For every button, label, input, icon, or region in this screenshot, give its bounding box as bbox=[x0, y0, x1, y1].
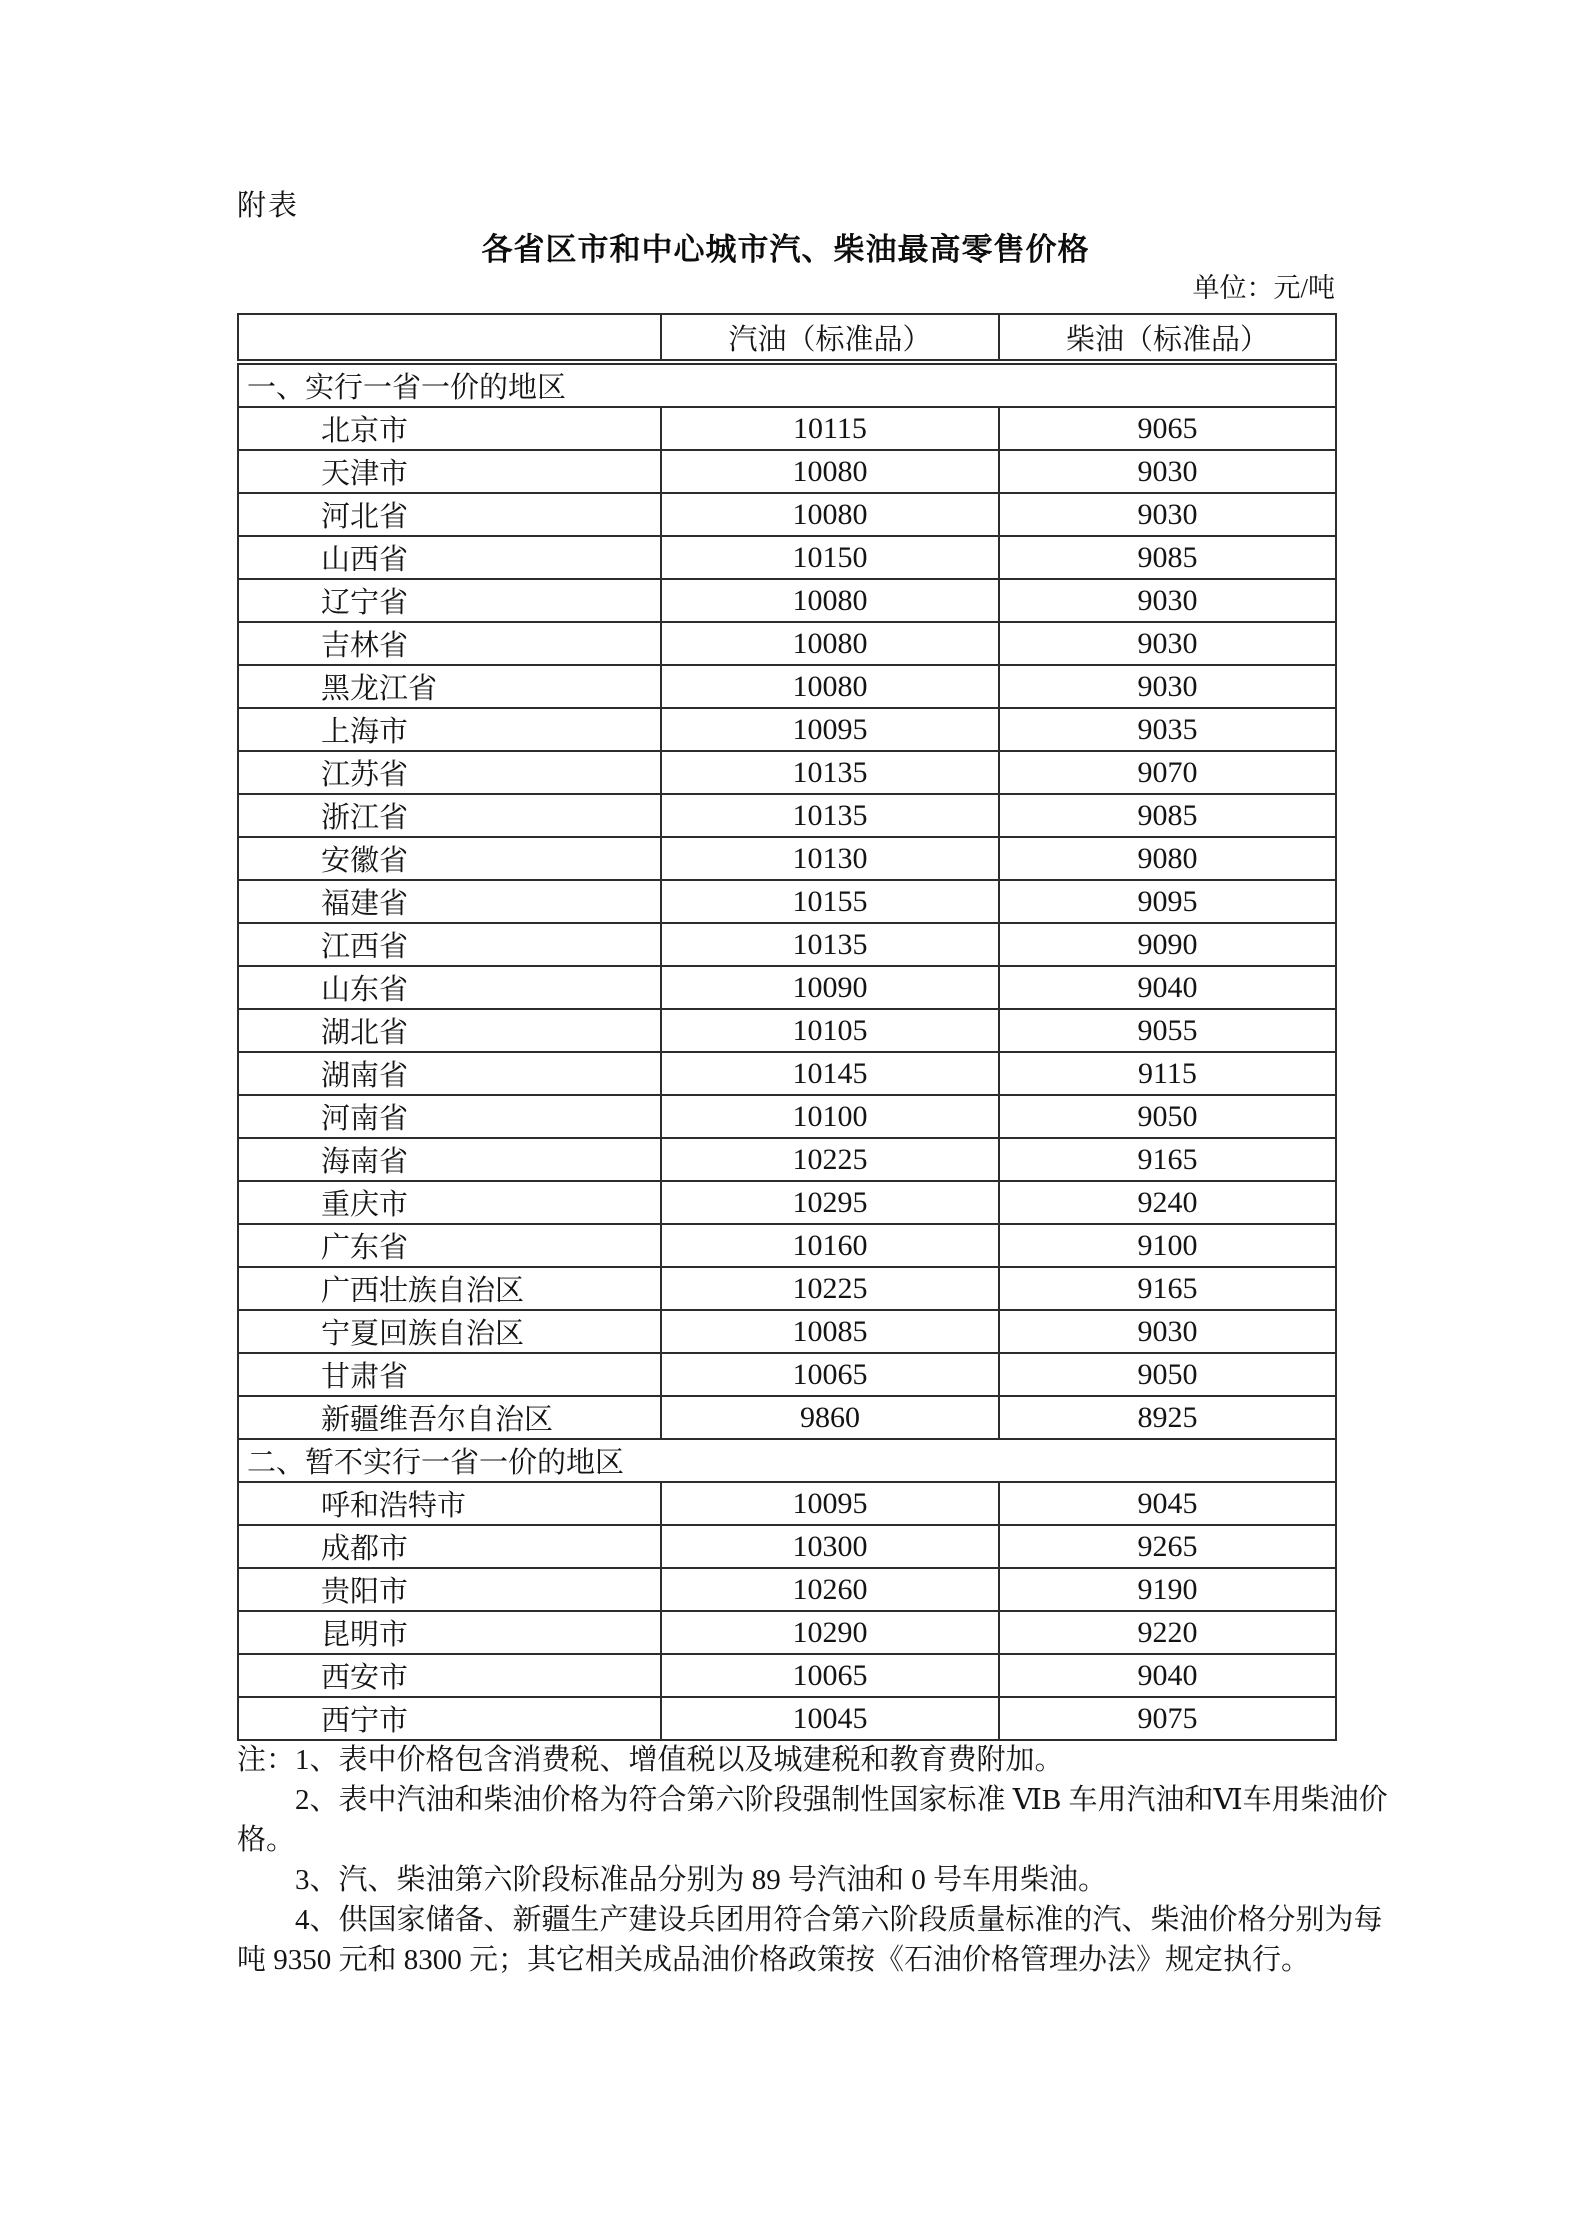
diesel-price-cell: 9045 bbox=[999, 1482, 1336, 1525]
diesel-price-cell: 9075 bbox=[999, 1697, 1336, 1740]
region-name-cell: 成都市 bbox=[238, 1525, 661, 1568]
diesel-price-cell: 9190 bbox=[999, 1568, 1336, 1611]
gasoline-price-cell: 10080 bbox=[661, 493, 999, 536]
region-name-cell: 辽宁省 bbox=[238, 579, 661, 622]
diesel-price-cell: 8925 bbox=[999, 1396, 1336, 1439]
diesel-price-cell: 9095 bbox=[999, 880, 1336, 923]
gasoline-price-cell: 9860 bbox=[661, 1396, 999, 1439]
diesel-price-cell: 9030 bbox=[999, 493, 1336, 536]
diesel-price-cell: 9040 bbox=[999, 966, 1336, 1009]
section-title: 一、实行一省一价的地区 bbox=[238, 362, 1336, 407]
page-title: 各省区市和中心城市汽、柴油最高零售价格 bbox=[481, 232, 1090, 267]
table-row bbox=[238, 1353, 1336, 1396]
diesel-price-cell: 9040 bbox=[999, 1654, 1336, 1697]
table-row bbox=[238, 536, 1336, 579]
region-name-cell: 山西省 bbox=[238, 536, 661, 579]
table-row bbox=[238, 1396, 1336, 1439]
section-title: 二、暂不实行一省一价的地区 bbox=[238, 1439, 1336, 1482]
region-name-cell: 江西省 bbox=[238, 923, 661, 966]
diesel-price-cell: 9030 bbox=[999, 579, 1336, 622]
section-header-row bbox=[238, 362, 1336, 407]
diesel-price-cell: 9055 bbox=[999, 1009, 1336, 1052]
diesel-price-cell: 9220 bbox=[999, 1611, 1336, 1654]
diesel-price-cell: 9035 bbox=[999, 708, 1336, 751]
price-table bbox=[237, 313, 1337, 1741]
section-header-row bbox=[238, 1439, 1336, 1482]
gasoline-price-cell: 10295 bbox=[661, 1181, 999, 1224]
region-name-cell: 广东省 bbox=[238, 1224, 661, 1267]
diesel-price-cell: 9030 bbox=[999, 665, 1336, 708]
region-name-cell: 江苏省 bbox=[238, 751, 661, 794]
gasoline-price-cell: 10135 bbox=[661, 794, 999, 837]
region-name-cell: 广西壮族自治区 bbox=[238, 1267, 661, 1310]
table-row bbox=[238, 1138, 1336, 1181]
region-name-cell: 宁夏回族自治区 bbox=[238, 1310, 661, 1353]
table-row bbox=[238, 407, 1336, 450]
table-row bbox=[238, 837, 1336, 880]
region-name-cell: 黑龙江省 bbox=[238, 665, 661, 708]
region-name-cell: 上海市 bbox=[238, 708, 661, 751]
note-line: 吨 9350 元和 8300 元；其它相关成品油价格政策按《石油价格管理办法》规定执行。 bbox=[237, 1944, 1311, 1976]
region-name-cell: 浙江省 bbox=[238, 794, 661, 837]
diesel-price-cell: 9065 bbox=[999, 407, 1336, 450]
diesel-price-cell: 9100 bbox=[999, 1224, 1336, 1267]
diesel-price-cell: 9090 bbox=[999, 923, 1336, 966]
table-row bbox=[238, 1310, 1336, 1353]
table-row bbox=[238, 1009, 1336, 1052]
region-name-cell: 西安市 bbox=[238, 1654, 661, 1697]
gasoline-price-cell: 10105 bbox=[661, 1009, 999, 1052]
diesel-column-header: 柴油（标准品） bbox=[999, 314, 1336, 362]
corner-cell bbox=[238, 314, 661, 362]
region-name-cell: 山东省 bbox=[238, 966, 661, 1009]
region-name-cell: 河北省 bbox=[238, 493, 661, 536]
table-row bbox=[238, 450, 1336, 493]
note-line: 3、汽、柴油第六阶段标准品分别为 89 号汽油和 0 号车用柴油。 bbox=[295, 1864, 1108, 1896]
table-row bbox=[238, 1267, 1336, 1310]
gasoline-price-cell: 10085 bbox=[661, 1310, 999, 1353]
note-line: 2、表中汽油和柴油价格为符合第六阶段强制性国家标准 ⅥB 车用汽油和Ⅵ车用柴油价 bbox=[295, 1784, 1388, 1816]
diesel-price-cell: 9080 bbox=[999, 837, 1336, 880]
region-name-cell: 安徽省 bbox=[238, 837, 661, 880]
region-name-cell: 河南省 bbox=[238, 1095, 661, 1138]
gasoline-price-cell: 10045 bbox=[661, 1697, 999, 1740]
table-row bbox=[238, 1224, 1336, 1267]
gasoline-price-cell: 10150 bbox=[661, 536, 999, 579]
region-name-cell: 新疆维吾尔自治区 bbox=[238, 1396, 661, 1439]
region-name-cell: 湖北省 bbox=[238, 1009, 661, 1052]
table-row bbox=[238, 751, 1336, 794]
gasoline-price-cell: 10135 bbox=[661, 751, 999, 794]
gasoline-price-cell: 10135 bbox=[661, 923, 999, 966]
gasoline-price-cell: 10225 bbox=[661, 1138, 999, 1181]
table-row bbox=[238, 493, 1336, 536]
gasoline-price-cell: 10155 bbox=[661, 880, 999, 923]
note-line: 4、供国家储备、新疆生产建设兵团用符合第六阶段质量标准的汽、柴油价格分别为每 bbox=[295, 1904, 1383, 1936]
gasoline-price-cell: 10145 bbox=[661, 1052, 999, 1095]
table-row bbox=[238, 923, 1336, 966]
gasoline-price-cell: 10160 bbox=[661, 1224, 999, 1267]
diesel-price-cell: 9240 bbox=[999, 1181, 1336, 1224]
region-name-cell: 甘肃省 bbox=[238, 1353, 661, 1396]
diesel-price-cell: 9265 bbox=[999, 1525, 1336, 1568]
gasoline-column-header: 汽油（标准品） bbox=[661, 314, 999, 362]
gasoline-price-cell: 10065 bbox=[661, 1654, 999, 1697]
note-line: 注：1、表中价格包含消费税、增值税以及城建税和教育费附加。 bbox=[237, 1744, 1064, 1776]
gasoline-price-cell: 10080 bbox=[661, 450, 999, 493]
diesel-price-cell: 9070 bbox=[999, 751, 1336, 794]
table-row bbox=[238, 1611, 1336, 1654]
diesel-price-cell: 9050 bbox=[999, 1095, 1336, 1138]
diesel-price-cell: 9050 bbox=[999, 1353, 1336, 1396]
table-row bbox=[238, 1568, 1336, 1611]
gasoline-price-cell: 10290 bbox=[661, 1611, 999, 1654]
region-name-cell: 西宁市 bbox=[238, 1697, 661, 1740]
gasoline-price-cell: 10300 bbox=[661, 1525, 999, 1568]
table-row bbox=[238, 1697, 1336, 1740]
table-row bbox=[238, 579, 1336, 622]
table-row bbox=[238, 708, 1336, 751]
table-row bbox=[238, 665, 1336, 708]
gasoline-price-cell: 10065 bbox=[661, 1353, 999, 1396]
region-name-cell: 天津市 bbox=[238, 450, 661, 493]
gasoline-price-cell: 10225 bbox=[661, 1267, 999, 1310]
note-line: 格。 bbox=[237, 1824, 296, 1856]
gasoline-price-cell: 10080 bbox=[661, 622, 999, 665]
diesel-price-cell: 9030 bbox=[999, 1310, 1336, 1353]
gasoline-price-cell: 10090 bbox=[661, 966, 999, 1009]
region-name-cell: 福建省 bbox=[238, 880, 661, 923]
gasoline-price-cell: 10095 bbox=[661, 708, 999, 751]
region-name-cell: 呼和浩特市 bbox=[238, 1482, 661, 1525]
table-row bbox=[238, 1482, 1336, 1525]
table-row bbox=[238, 1181, 1336, 1224]
diesel-price-cell: 9030 bbox=[999, 450, 1336, 493]
region-name-cell: 昆明市 bbox=[238, 1611, 661, 1654]
diesel-price-cell: 9085 bbox=[999, 536, 1336, 579]
diesel-price-cell: 9115 bbox=[999, 1052, 1336, 1095]
region-name-cell: 北京市 bbox=[238, 407, 661, 450]
table-row bbox=[238, 880, 1336, 923]
diesel-price-cell: 9165 bbox=[999, 1138, 1336, 1181]
gasoline-price-cell: 10260 bbox=[661, 1568, 999, 1611]
unit-note: 单位：元/吨 bbox=[1192, 273, 1335, 303]
diesel-price-cell: 9165 bbox=[999, 1267, 1336, 1310]
region-name-cell: 重庆市 bbox=[238, 1181, 661, 1224]
gasoline-price-cell: 10095 bbox=[661, 1482, 999, 1525]
attachment-label: 附表 bbox=[237, 190, 300, 222]
diesel-price-cell: 9085 bbox=[999, 794, 1336, 837]
table-row bbox=[238, 1095, 1336, 1138]
table-row bbox=[238, 622, 1336, 665]
region-name-cell: 贵阳市 bbox=[238, 1568, 661, 1611]
table-row bbox=[238, 1052, 1336, 1095]
gasoline-price-cell: 10100 bbox=[661, 1095, 999, 1138]
region-name-cell: 吉林省 bbox=[238, 622, 661, 665]
region-name-cell: 海南省 bbox=[238, 1138, 661, 1181]
diesel-price-cell: 9030 bbox=[999, 622, 1336, 665]
footnotes bbox=[237, 1740, 1388, 1980]
table-row bbox=[238, 794, 1336, 837]
table-row bbox=[238, 1654, 1336, 1697]
gasoline-price-cell: 10080 bbox=[661, 665, 999, 708]
table-row bbox=[238, 966, 1336, 1009]
gasoline-price-cell: 10130 bbox=[661, 837, 999, 880]
region-name-cell: 湖南省 bbox=[238, 1052, 661, 1095]
gasoline-price-cell: 10115 bbox=[661, 407, 999, 450]
table-row bbox=[238, 1525, 1336, 1568]
table-header-row bbox=[238, 314, 1336, 362]
gasoline-price-cell: 10080 bbox=[661, 579, 999, 622]
